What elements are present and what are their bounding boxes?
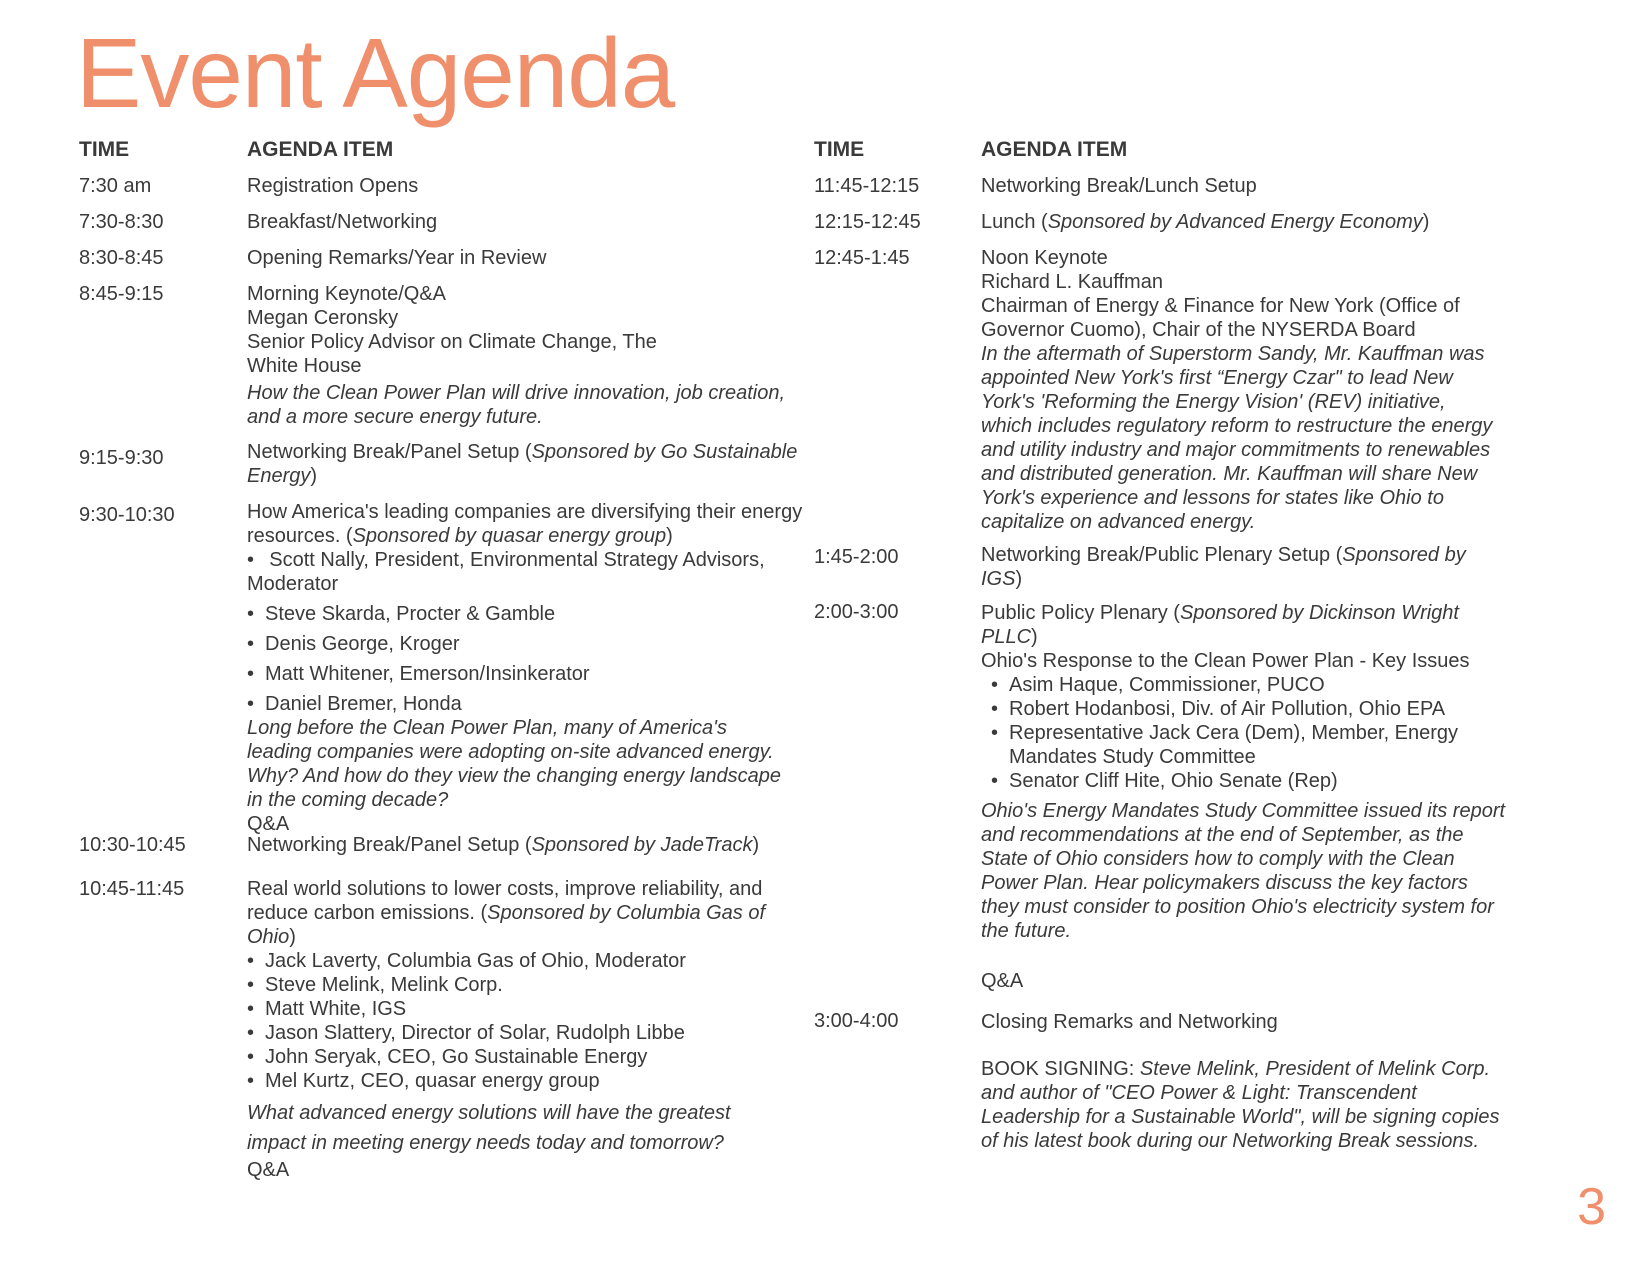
agenda-item-plenary: [981, 601, 1511, 993]
sponsor: Sponsored by quasar energy group: [352, 525, 667, 547]
page-number: 3: [1577, 1178, 1606, 1236]
qa-label: Q&A: [247, 1159, 290, 1181]
agenda-item: Networking Break/Lunch Setup: [981, 175, 1257, 197]
speaker: • Representative Jack Cera (Dem), Member, Energy Mandates Study Committee: [991, 721, 1471, 769]
item-text: ): [666, 525, 673, 547]
time-cell: 7:30 am: [79, 175, 152, 197]
panelist: • Jason Slattery, Director of Solar, Rudolph Libbe: [247, 1021, 787, 1045]
sponsor: Sponsored by Dickinson Wright PLLC: [981, 602, 1459, 648]
session-description: What advanced energy solutions will have the greatest impact in meeting energy needs today and tomorrow?: [247, 1102, 731, 1154]
agenda-item: [981, 543, 1501, 591]
time-cell: 11:45-12:15: [814, 175, 920, 197]
item-text: ): [752, 834, 760, 856]
item-text: ): [310, 465, 318, 487]
plenary-subtitle: Ohio's Response to the Clean Power Plan - Key Issues: [981, 650, 1470, 672]
qa-label: Q&A: [247, 813, 290, 835]
agenda-item-panel: [247, 500, 807, 836]
left-item-header: AGENDA ITEM: [247, 138, 394, 161]
item-text: ): [1031, 626, 1038, 648]
page-title: Event Agenda: [76, 18, 675, 128]
speaker-title: Chairman of Energy & Finance for New York (Office of Governor Cuomo), Chair of the NYSERDA Board: [981, 295, 1460, 341]
session-description: How the Clean Power Plan will drive innovation, job creation, and a more secure energy future.: [247, 382, 786, 428]
time-cell: 10:30-10:45: [79, 834, 186, 856]
time-cell: 9:15-9:30: [79, 447, 164, 469]
session-description: Ohio's Energy Mandates Study Committee issued its report and recommendations at the end of September, as the State of Ohio considers how to comply with the Clean Power Plan. Hear policymakers discuss the key factors they must consider to position Ohio's electricity system for the future.: [981, 800, 1506, 942]
session-description: Long before the Clean Power Plan, many of America's leading companies were adopting on-site advanced energy. Why? And how do they view the changing energy landscape in the coming decade?: [247, 717, 782, 811]
time-cell: 2:00-3:00: [814, 601, 899, 623]
panelist: • Matt White, IGS: [247, 997, 787, 1021]
agenda-item-panel: [247, 877, 787, 1182]
item-line: Morning Keynote/Q&A: [247, 283, 446, 305]
agenda-item: [981, 210, 1521, 234]
time-cell: 10:45-11:45: [79, 878, 185, 900]
item-text: Networking Break/Public Plenary Setup (: [981, 544, 1343, 566]
panelist: • Daniel Bremer, Honda: [247, 692, 807, 716]
speaker: • Asim Haque, Commissioner, PUCO: [991, 673, 1471, 697]
speaker-name: Megan Ceronsky: [247, 307, 399, 329]
speaker: • Senator Cliff Hite, Ohio Senate (Rep): [991, 769, 1471, 793]
qa-label: Q&A: [981, 970, 1024, 992]
sponsor: Sponsored by JadeTrack: [531, 834, 753, 856]
agenda-item: Registration Opens: [247, 175, 419, 197]
panelist: • Denis George, Kroger: [247, 632, 807, 656]
time-cell: 12:45-1:45: [814, 247, 910, 269]
item-text: ): [1015, 568, 1023, 590]
time-cell: 3:00-4:00: [814, 1010, 899, 1032]
sponsor: Sponsored by Columbia Gas of Ohio: [247, 902, 766, 948]
plenary-title: [981, 601, 1471, 649]
sponsor: Sponsored by Advanced Energy Economy: [1047, 211, 1423, 233]
book-signing-description: Steve Melink, President of Melink Corp. and author of "CEO Power & Light: Transcendent Leadership for a Sustainable World", will be signing copies of his latest book during our Networking Break sessions.: [981, 1058, 1500, 1152]
time-cell: 8:45-9:15: [79, 283, 164, 305]
panelist: • Steve Melink, Melink Corp.: [247, 973, 787, 997]
panelist: • Steve Skarda, Procter & Gamble: [247, 602, 807, 626]
time-cell: 1:45-2:00: [814, 546, 899, 568]
sponsor: Sponsored by IGS: [981, 544, 1466, 590]
speaker-title: White House: [247, 355, 362, 377]
book-signing-label: BOOK SIGNING:: [981, 1058, 1140, 1080]
plenary-speakers: [981, 673, 1471, 793]
agenda-item: Breakfast/Networking: [247, 211, 438, 233]
item-text: How America's leading companies are diversifying their energy resources. (: [247, 501, 803, 547]
agenda-item-closing: [981, 1010, 1511, 1153]
sponsor: Sponsored by Go Sustainable Energy: [247, 441, 798, 487]
session-description: In the aftermath of Superstorm Sandy, Mr. Kauffman was appointed New York's first “Energy Czar" to lead New York's 'Reforming the Energy Vision' (REV) initiative, which includes regulatory reform to restructure the energy and utility industry and major commitments to renewables and distributed generation. Mr. Kauffman will share New York's experience and lessons for states like Ohio to capitalize on advanced energy.: [981, 343, 1493, 533]
agenda-item: Opening Remarks/Year in Review: [247, 247, 547, 269]
item-text: ): [289, 926, 296, 948]
time-cell: 7:30-8:30: [79, 211, 164, 233]
panel-title: [247, 500, 807, 548]
item-text: Public Policy Plenary (: [981, 602, 1180, 624]
item-text: Networking Break/Panel Setup (: [247, 441, 532, 463]
time-cell: 9:30-10:30: [79, 504, 175, 526]
speaker: • Robert Hodanbosi, Div. of Air Pollution, Ohio EPA: [991, 697, 1471, 721]
right-time-header: TIME: [814, 138, 865, 161]
item-text: Lunch (: [981, 211, 1048, 233]
agenda-item-keynote: [247, 282, 792, 429]
panelist: [247, 548, 807, 596]
agenda-item: [247, 833, 807, 857]
panelist: • Jack Laverty, Columbia Gas of Ohio, Moderator: [247, 949, 787, 973]
time-cell: 12:15-12:45: [814, 211, 921, 233]
left-time-header: TIME: [79, 138, 130, 161]
agenda-item: [247, 440, 807, 488]
panelist-name: Scott Nally, President, Environmental Strategy Advisors, Moderator: [247, 549, 765, 595]
item-line: Noon Keynote: [981, 247, 1108, 269]
panelist: • Mel Kurtz, CEO, quasar energy group: [247, 1069, 787, 1093]
book-signing: [981, 1057, 1511, 1153]
item-text: Real world solutions to lower costs, improve reliability, and reduce carbon emissions. (: [247, 878, 763, 924]
right-item-header: AGENDA ITEM: [981, 138, 1128, 161]
speaker-title: Senior Policy Advisor on Climate Change, The: [247, 331, 657, 353]
item-text: Networking Break/Panel Setup (: [247, 834, 532, 856]
item-text: Closing Remarks and Networking: [981, 1011, 1278, 1033]
time-cell: 8:30-8:45: [79, 247, 164, 269]
panelist: • John Seryak, CEO, Go Sustainable Energy: [247, 1045, 787, 1069]
panelist: • Matt Whitener, Emerson/Insinkerator: [247, 662, 807, 686]
agenda-item-keynote: [981, 246, 1501, 534]
item-text: ): [1422, 211, 1430, 233]
panel-title: [247, 877, 787, 949]
speaker-name: Richard L. Kauffman: [981, 271, 1163, 293]
